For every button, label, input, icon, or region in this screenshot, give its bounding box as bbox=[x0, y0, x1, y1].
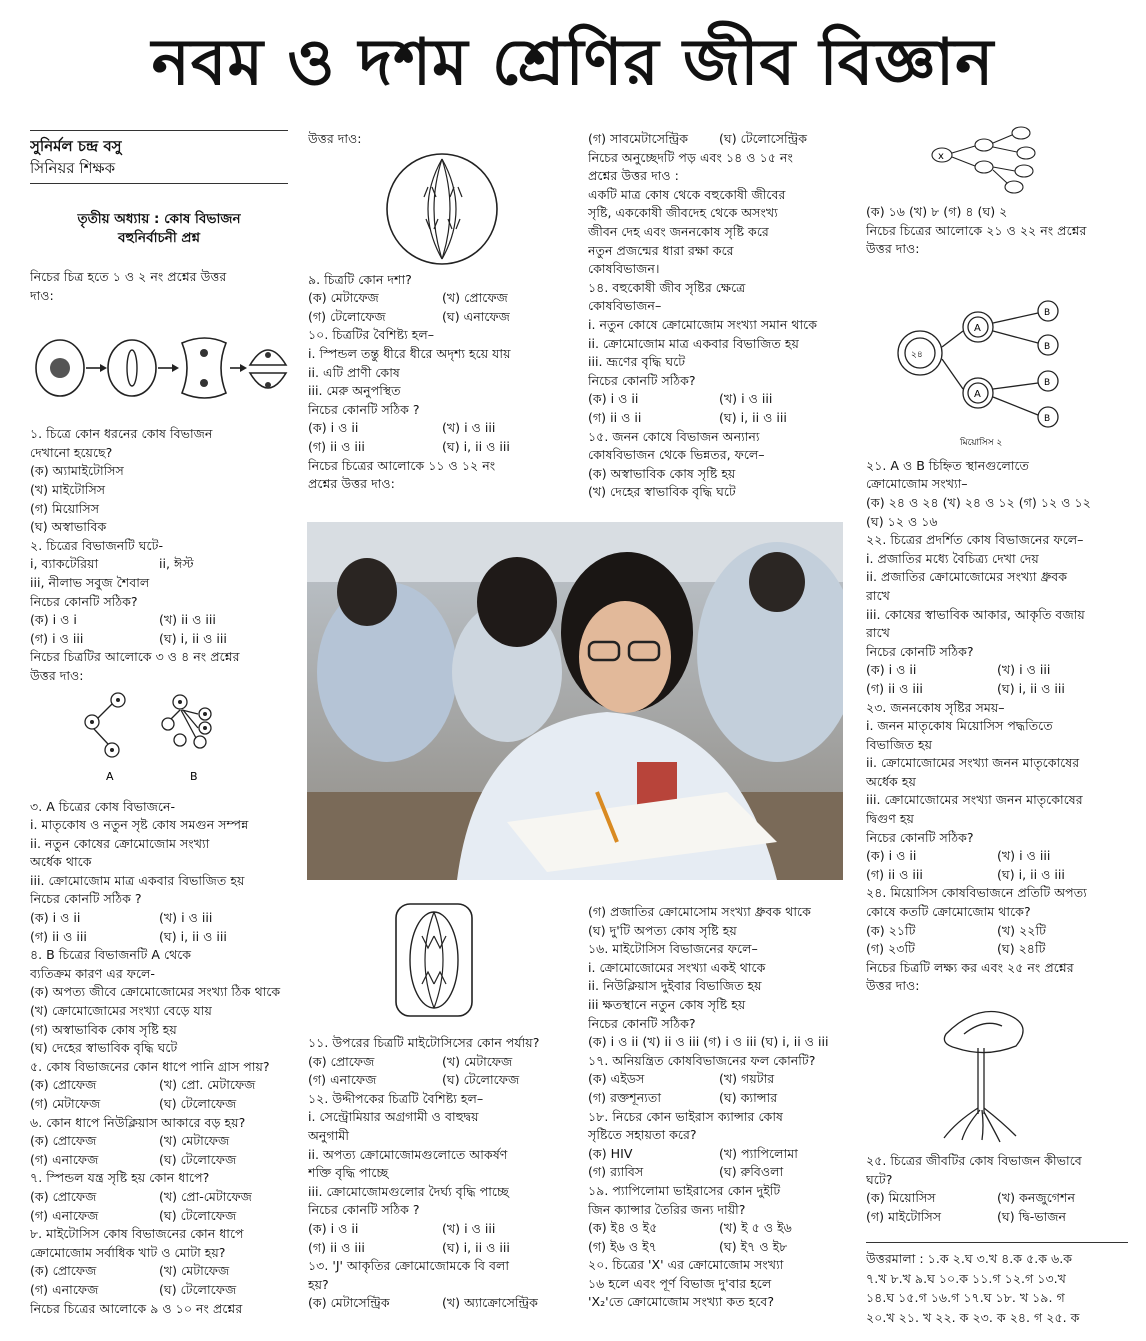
text-line: ৩. A চিত্রের কোষ বিভাজনে- bbox=[30, 798, 176, 814]
author-name: সুনির্মল চন্দ্র বসু bbox=[30, 137, 122, 155]
option-text: (ঘ) দ্বি-ভাজন bbox=[997, 1208, 1067, 1224]
text-line: সৃষ্টি, এককোষী জীবদেহ থেকে অসংখ্য bbox=[588, 205, 778, 221]
answer-key bbox=[866, 1242, 1128, 1327]
column-3-bottom bbox=[588, 903, 850, 1323]
text-line: ঘটে? bbox=[866, 1171, 893, 1187]
text-line: ৪. B চিত্রের বিভাজনটি A থেকে bbox=[30, 947, 192, 963]
option-text: (গ) ii ও iii bbox=[308, 1239, 365, 1255]
text-line: ii. ক্রোমোজোম মাত্র একবার বিভাজিত হয় bbox=[588, 335, 799, 351]
parent-cell-number: ২৪ bbox=[911, 349, 923, 360]
option-text: (গ) এনাফেজ bbox=[30, 1281, 99, 1297]
option-text: (ক) HIV bbox=[588, 1145, 633, 1161]
text-line: ১৪.ঘ ১৫.গ ১৬.গ ১৭.ঘ ১৮. খ ১৯. গ bbox=[866, 1290, 1065, 1306]
option-row bbox=[30, 630, 288, 649]
option-row bbox=[30, 1281, 288, 1300]
text-line: ১৮. নিচের কোন ভাইরাস ক্যান্সার কোষ bbox=[588, 1108, 783, 1124]
text-line: প্রশ্নের উত্তর দাও: bbox=[308, 476, 395, 492]
text-line: i. প্রজাতির মধ্যে বৈচিত্র্য দেখা দেয় bbox=[866, 550, 1039, 566]
option-text: (ঘ) i, ii ও iii bbox=[997, 866, 1065, 882]
text-line: কোষবিভাজন থেকে ভিন্নতর, ফলে– bbox=[588, 447, 765, 463]
option-text: (ঘ) রুবিওলা bbox=[719, 1164, 784, 1180]
option-row bbox=[588, 1145, 850, 1164]
label-b4: B bbox=[1044, 413, 1051, 424]
option-text: (ক) মেটাফেজ bbox=[308, 290, 379, 306]
option-text: (গ) ii ও iii bbox=[866, 680, 923, 696]
option-text: (খ) i ও iii bbox=[719, 391, 773, 407]
option-text: (গ) ii ও iii bbox=[308, 438, 365, 454]
option-row bbox=[588, 409, 850, 428]
option-text: (খ) i ও iii bbox=[997, 848, 1051, 864]
option-text: (গ) মেটাফেজ bbox=[30, 1096, 101, 1111]
text-line: ২২. চিত্রের প্রদর্শিত কোষ বিভাজনের ফলে– bbox=[866, 532, 1084, 548]
text-line: জীবন দেহ এবং জননকোষ সৃষ্টি করে bbox=[588, 223, 769, 239]
text-line: ii. নিউক্লিয়াস দুইবার বিভাজিত হয় bbox=[588, 978, 762, 994]
option-text: (ঘ) টেলোফেজ bbox=[442, 1072, 520, 1088]
text-line: শক্তি বৃদ্ধি পাচ্ছে bbox=[308, 1165, 389, 1181]
text-line: নিচের চিত্রের আলোকে ৯ ও ১০ নং প্রশ্নের bbox=[30, 1300, 243, 1316]
text-line: নিচের কোনটি সঠিক? bbox=[866, 643, 974, 659]
option-text: (ক) i ও ii bbox=[308, 1220, 359, 1236]
option-text: (গ) এনাফেজ bbox=[308, 1072, 377, 1088]
text-line: ২৫. চিত্রের জীবটির কোষ বিভাজন কীভাবে bbox=[866, 1153, 1082, 1168]
option-text: (গ) i ও iii bbox=[30, 630, 84, 646]
option-text: (খ) গয়টার bbox=[719, 1071, 775, 1087]
option-text: (খ) ই ৫ ও ই৬ bbox=[719, 1220, 792, 1236]
text-line: কোষবিভাজন– bbox=[588, 298, 662, 314]
text-line: i. স্পিন্ডল তন্তু ধীরে ধীরে অদৃশ্য হয়ে যায় bbox=[308, 345, 511, 361]
text-line: নিচের চিত্র হতে ১ ও ২ নং প্রশ্নের উত্তর bbox=[30, 269, 227, 284]
option-text: (গ) মাইটোসিস bbox=[866, 1208, 942, 1224]
option-text: (ক) এইডস bbox=[588, 1071, 645, 1087]
text-line: ব্যতিক্রম কারণ এর ফলে- bbox=[30, 965, 155, 981]
option-row bbox=[308, 308, 576, 327]
column-2-top bbox=[308, 130, 576, 520]
option-row bbox=[588, 390, 850, 409]
text-line: নিচের চিত্রটির আলোকে ৩ ও ৪ নং প্রশ্নের bbox=[30, 649, 240, 665]
option-text: (গ) টেলোফেজ bbox=[308, 308, 386, 324]
telophase-figure bbox=[308, 149, 576, 271]
option-text: (খ) প্যাপিলোমা bbox=[719, 1145, 798, 1161]
option-text: (ক) প্রোফেজ bbox=[30, 1077, 97, 1093]
option-row bbox=[308, 1053, 576, 1072]
author-role: সিনিয়র শিক্ষক bbox=[30, 159, 116, 177]
text-line: iii. ভ্রূণের বৃদ্ধি ঘটে bbox=[588, 354, 686, 370]
text-line: নতুন প্রজন্মের ধারা রক্ষা করে bbox=[588, 242, 734, 258]
option-text: (ক) মিয়োসিস bbox=[866, 1190, 936, 1206]
text-line: বিভাজিত হয় bbox=[866, 736, 933, 752]
text-line: i. নতুন কোষে ক্রোমোজোম সংখ্যা সমান থাকে bbox=[588, 316, 818, 332]
option-text: (ঘ) টেলোফেজ bbox=[159, 1281, 237, 1297]
text-line: iii. কোষের স্বাভাবিক আকার, আকৃতি বজায় bbox=[866, 606, 1085, 622]
col1-questions-b bbox=[30, 798, 288, 1319]
option-row bbox=[308, 419, 576, 438]
text-line: অনুগামী bbox=[308, 1127, 349, 1143]
col4-questions-b bbox=[866, 1152, 1128, 1226]
text-line: (ক) অস্বাভাবিক কোষ সৃষ্টি হয় bbox=[588, 465, 736, 481]
text-line: নিচের চিত্রটি লক্ষ্য কর এবং ২৫ নং প্রশ্নের bbox=[866, 959, 1074, 975]
text-line: নিচের কোনটি সঠিক ? bbox=[308, 1202, 420, 1218]
text-line: ৯. চিত্রটি কোন দশা? bbox=[308, 271, 412, 287]
organism-figure bbox=[866, 1004, 1128, 1144]
chapter-subtitle: বহুনির্বাচনী প্রশ্ন bbox=[118, 230, 200, 246]
option-text: (খ) i ও iii bbox=[997, 662, 1051, 678]
option-row bbox=[30, 1095, 288, 1114]
option-text: i, ব্যাকটেরিয়া bbox=[30, 556, 99, 572]
option-text: (খ) অ্যাক্রোসেন্ট্রিক bbox=[442, 1295, 538, 1311]
text-line: রাখে bbox=[866, 587, 890, 603]
option-text: (গ) ii ও ii bbox=[588, 409, 642, 425]
column-3-top bbox=[588, 130, 850, 520]
label-b1: B bbox=[1044, 307, 1051, 318]
text-line: ৫. কোষ বিভাজনের কোন ধাপে পানি গ্রাস পায়? bbox=[30, 1058, 270, 1074]
option-text: (ঘ) i, ii ও iii bbox=[442, 1239, 510, 1255]
option-text: (খ) ii ও iii bbox=[159, 612, 216, 628]
option-text: (খ) প্রো-মেটাফেজ bbox=[159, 1188, 252, 1204]
option-text: (ক) i ও i bbox=[30, 612, 77, 628]
text-line: উত্তর দাও: bbox=[866, 241, 920, 257]
option-text: (গ) ২৩টি bbox=[866, 941, 915, 957]
option-text: (ঘ) i, ii ও iii bbox=[159, 928, 227, 944]
text-line: i. সেন্ট্রোমিয়ার অগ্রগামী ও বাহুদ্বয় bbox=[308, 1109, 479, 1125]
text-line: নিচের চিত্রের আলোকে ২১ ও ২২ নং প্রশ্নের bbox=[866, 222, 1087, 238]
text-line: (ক) অপত্য জীবে ক্রোমোজোমের সংখ্যা ঠিক থাকে bbox=[30, 984, 281, 1000]
option-row bbox=[308, 1220, 576, 1239]
option-row bbox=[308, 438, 576, 457]
option-text: ii, ঈস্ট bbox=[159, 556, 194, 572]
option-text: (ক) মেটাসেন্ট্রিক bbox=[308, 1295, 390, 1311]
text-line: ১৬ হলে এবং পূর্ণ বিভাজ দু'বার হলে bbox=[588, 1275, 772, 1291]
option-row bbox=[866, 940, 1128, 959]
answer-prompt: উত্তর দাও: bbox=[308, 131, 362, 146]
anaphase-figure bbox=[308, 900, 576, 1030]
text-line: (গ) অস্বাভাবিক কোষ সৃষ্টি হয় bbox=[30, 1021, 177, 1037]
text-line: ১৭. অনিয়ন্ত্রিত কোষবিভাজনের ফল কোনটি? bbox=[588, 1052, 816, 1068]
text-line: (ক) i ও ii (খ) ii ও iii (গ) i ও iii (ঘ) i, ii ও iii bbox=[588, 1034, 829, 1050]
text-line: i. ক্রোমোজোমের সংখ্যা একই থাকে bbox=[588, 959, 766, 975]
text-line: নিচের কোনটি সঠিক? bbox=[866, 829, 974, 845]
option-text: (ঘ) ২৪টি bbox=[997, 941, 1046, 957]
text-line: কোষে কতটি ক্রোমোজোম থাকে? bbox=[866, 904, 1031, 920]
text-line: ১৪. বহুকোষী জীব সৃষ্টির ক্ষেত্রে bbox=[588, 279, 746, 295]
option-text: (ক) i ও ii bbox=[588, 391, 639, 407]
option-text: (ঘ) টেলোফেজ bbox=[159, 1151, 237, 1167]
text-line: iii. ক্রোমোজোম মাত্র একবার বিভাজিত হয় bbox=[30, 872, 245, 888]
option-row bbox=[308, 1239, 576, 1258]
option-row bbox=[30, 1151, 288, 1170]
text-line: ১৫. জনন কোষে বিভাজন অন্যান্য bbox=[588, 428, 760, 444]
text-line: i. মাতৃকোষ ও নতুন সৃষ্ট কোষ সমগুন সম্পন্ন bbox=[30, 817, 249, 833]
text-line: দ্বিগুণ হয় bbox=[866, 811, 914, 827]
option-text: (ঘ) এনাফেজ bbox=[442, 308, 510, 324]
text-line: প্রশ্নের উত্তর দাও : bbox=[588, 168, 679, 184]
text-line: রাখে bbox=[866, 625, 890, 641]
option-text: (ঘ) টেলোসেন্ট্রিক bbox=[719, 131, 808, 146]
text-line: (খ) মাইটোসিস bbox=[30, 481, 106, 497]
option-row bbox=[30, 555, 288, 574]
text-line: (ক) অ্যামাইটোসিস bbox=[30, 463, 124, 479]
text-line: iii. মেরু অনুপস্থিত bbox=[308, 383, 401, 399]
text-line: ৬. কোন ধাপে নিউক্লিয়াস আকারে বড় হয়? bbox=[30, 1114, 246, 1130]
text-line: ২১. A ও B চিহ্নিত স্থানগুলোতে bbox=[866, 457, 1030, 473]
amitosis-figure bbox=[30, 313, 288, 423]
meiosis-figure bbox=[866, 261, 1128, 451]
option-text: (ক) i ও ii bbox=[866, 662, 917, 678]
text-line: নিচের কোনটি সঠিক ? bbox=[308, 401, 420, 417]
option-row bbox=[866, 680, 1128, 699]
text-line: (খ) ক্রোমোজোমের সংখ্যা বেড়ে যায় bbox=[30, 1003, 212, 1019]
col3-questions-b bbox=[588, 903, 850, 1312]
option-row bbox=[866, 661, 1128, 680]
text-line: ক্রোমোজোম সর্বাধিক খাট ও মোটা হয়? bbox=[30, 1244, 226, 1260]
option-text: (খ) কনজুগেশন bbox=[997, 1190, 1075, 1206]
text-line: জিন ক্যান্সার তৈরির জন্য দায়ী? bbox=[588, 1201, 746, 1217]
text-line: ১২. উদ্দীপকের চিত্রটি বৈশিষ্ট্য হল– bbox=[308, 1090, 484, 1106]
text-line: ১৩. 'J' আকৃতির ক্রোমোজোমকে বি বলা bbox=[308, 1258, 509, 1274]
text-line: (গ) মিয়োসিস bbox=[30, 500, 100, 516]
option-text: (ক) ই৪ ও ই৫ bbox=[588, 1220, 658, 1236]
text-line: ৭. স্পিন্ডল যন্ত্র সৃষ্টি হয় কোন ধাপে? bbox=[30, 1170, 210, 1186]
option-text: (ক) i ও ii bbox=[30, 910, 81, 926]
text-line: সৃষ্টিতে সহায়তা করে? bbox=[588, 1127, 697, 1143]
col2-questions-b bbox=[308, 1034, 576, 1313]
text-line: (ঘ) ১২ ও ১৬ bbox=[866, 513, 938, 529]
text-line: ১১. উপরের চিত্রটি মাইটোসিসের কোন পর্যায়? bbox=[308, 1035, 540, 1050]
text-line: iii. ক্রোমোজোমগুলোর দৈর্ঘ্য বৃদ্ধি পাচ্ছে bbox=[308, 1183, 509, 1199]
text-line: ২০. চিত্রের 'X' এর ক্রোমোজোম সংখ্যা bbox=[588, 1257, 784, 1273]
text-line: (ঘ) অস্বাভাবিক bbox=[30, 519, 107, 535]
label-b2: B bbox=[1044, 341, 1051, 352]
option-row bbox=[308, 1294, 576, 1313]
option-text: (খ) ২২টি bbox=[997, 922, 1046, 938]
col1-questions-a bbox=[30, 425, 288, 685]
text-line: অর্ধেক হয় bbox=[866, 773, 916, 789]
option-row bbox=[588, 1089, 850, 1108]
option-text: (খ) i ও iii bbox=[442, 420, 496, 436]
text-line: দাও: bbox=[30, 287, 54, 303]
option-row bbox=[588, 1070, 850, 1089]
option-text: (গ) এনাফেজ bbox=[30, 1207, 99, 1223]
option-text: (ঘ) টেলোফেজ bbox=[159, 1096, 237, 1111]
option-row bbox=[588, 130, 850, 149]
option-text: (গ) ই৬ ও ই৭ bbox=[588, 1238, 657, 1254]
option-row bbox=[866, 1208, 1128, 1227]
text-line: ২০.খ ২১. খ ২২. ক ২৩. ক ২৪. গ ২৫. ক bbox=[866, 1309, 1080, 1325]
option-row bbox=[866, 866, 1128, 885]
option-row bbox=[866, 847, 1128, 866]
option-text: (খ) মেটাফেজ bbox=[159, 1263, 230, 1279]
option-row bbox=[308, 1071, 576, 1090]
col4-intro bbox=[866, 203, 1128, 259]
text-line: নিচের কোনটি সঠিক ? bbox=[30, 891, 142, 907]
text-line: ii. এটি প্রাণী কোষ bbox=[308, 364, 400, 380]
text-line: নিচের অনুচ্ছেদটি পড় এবং ১৪ ও ১৫ নং bbox=[588, 149, 793, 165]
text-line: (ঘ) দেহের স্বাভাবিক বৃদ্ধি ঘটে bbox=[30, 1040, 178, 1056]
option-text: (গ) সাবমেটাসেন্ট্রিক bbox=[588, 131, 689, 146]
option-text: (খ) i ও iii bbox=[159, 910, 213, 926]
text-line: (ঘ) দু'টি অপত্য কোষ সৃষ্টি হয় bbox=[588, 922, 737, 938]
text-line: 'X₂'তে ক্রোমোজোম সংখ্যা কত হবে? bbox=[588, 1294, 775, 1310]
option-row bbox=[588, 1163, 850, 1182]
option-row bbox=[30, 928, 288, 947]
text-line: ১০. চিত্রটির বৈশিষ্ট্য হল– bbox=[308, 327, 435, 343]
text-line: উত্তর দাও: bbox=[30, 667, 84, 683]
option-text: (গ) এনাফেজ bbox=[30, 1151, 99, 1167]
students-photo bbox=[307, 522, 843, 880]
figure-label-b: B bbox=[190, 769, 198, 783]
text-line: (খ) দেহের স্বাভাবিক বৃদ্ধি ঘটে bbox=[588, 484, 736, 500]
text-line: ক্রোমোজোম সংখ্যা– bbox=[866, 476, 968, 492]
text-line: ৭.খ ৮.খ ৯.ঘ ১০.ক ১১.গ ১২.গ ১৩.খ bbox=[866, 1270, 1066, 1286]
option-text: (গ) রক্তশূন্যতা bbox=[588, 1089, 661, 1105]
x-cell-label: x bbox=[938, 151, 944, 162]
option-text: (খ) প্রো. মেটাফেজ bbox=[159, 1077, 256, 1093]
option-text: (ঘ) ক্যান্সার bbox=[719, 1089, 778, 1105]
text-line: ii. নতুন কোষের ক্রোমোজোম সংখ্যা bbox=[30, 835, 210, 851]
option-text: (ক) i ও ii bbox=[866, 848, 917, 864]
text-line: iii. ক্রোমোজোমের সংখ্যা জনন মাতৃকোষের bbox=[866, 792, 1083, 808]
meiosis-label: মিয়োসিস ২ bbox=[960, 437, 1003, 448]
option-text: (ঘ) i, ii ও iii bbox=[997, 680, 1065, 696]
col2-questions-a bbox=[308, 271, 576, 494]
option-row bbox=[30, 1132, 288, 1151]
text-line: i. জনন মাতৃকোষ মিয়োসিস পদ্ধতিতে bbox=[866, 718, 1053, 734]
option-text: (খ) মেটাফেজ bbox=[159, 1133, 230, 1149]
option-row bbox=[866, 922, 1128, 941]
label-a2: A bbox=[974, 388, 981, 400]
text-line: ১৬. মাইটোসিস বিভাজনের ফলে– bbox=[588, 941, 758, 957]
option-row bbox=[30, 909, 288, 928]
text-line: দেখানো হয়েছে? bbox=[30, 444, 113, 460]
option-text: (ক) প্রোফেজ bbox=[30, 1133, 97, 1149]
option-row bbox=[30, 611, 288, 630]
text-line: একটি মাত্র কোষ থেকে বহুকোষী জীবের bbox=[588, 186, 786, 202]
text-line: (ক) ২৪ ও ২৪ (খ) ২৪ ও ১২ (গ) ১২ ও ১২ bbox=[866, 494, 1091, 510]
option-text: (ঘ) টেলোফেজ bbox=[159, 1207, 237, 1223]
text-line: ii. অপত্য ক্রোমোজোমগুলোতে আকর্ষণ bbox=[308, 1146, 508, 1162]
text-line: (ক) ১৬ (খ) ৮ (গ) ৪ (ঘ) ২ bbox=[866, 204, 1008, 219]
option-text: (ক) i ও ii bbox=[308, 420, 359, 436]
option-row bbox=[866, 1189, 1128, 1208]
division-ab-figure bbox=[30, 692, 288, 792]
text-line: ১৯. প্যাপিলোমা ভাইরাসের কোন দুইটি bbox=[588, 1182, 781, 1198]
option-text: (ঘ) i, ii ও iii bbox=[719, 409, 787, 425]
text-line: হয়? bbox=[308, 1276, 329, 1292]
text-line: নিচের চিত্রের আলোকে ১১ ও ১২ নং bbox=[308, 457, 496, 473]
figure-label-a: A bbox=[106, 769, 114, 783]
text-line: কোষবিভাজন। bbox=[588, 261, 660, 277]
text-line: ১. চিত্রে কোন ধরনের কোষ বিভাজন bbox=[30, 426, 213, 442]
text-line: উত্তর দাও: bbox=[866, 978, 920, 994]
option-text: (ঘ) ই৭ ও ই৮ bbox=[719, 1238, 788, 1254]
text-line: iii ক্ষতস্থানে নতুন কোষ সৃষ্টি হয় bbox=[588, 996, 746, 1012]
option-text: (ঘ) i, ii ও iii bbox=[442, 438, 510, 454]
text-line: ৮. মাইটোসিস কোষ বিভাজনের কোন ধাপে bbox=[30, 1226, 244, 1242]
option-text: (গ) ii ও iii bbox=[866, 866, 923, 882]
text-line: ii. প্রজাতির ক্রোমোজোমের সংখ্যা ধ্রুবক bbox=[866, 569, 1068, 585]
option-text: (গ) র‍্যাবিস bbox=[588, 1164, 644, 1180]
option-text: (খ) মেটাফেজ bbox=[442, 1053, 513, 1069]
option-text: (ঘ) i, ii ও iii bbox=[159, 630, 227, 646]
text-line: ii. ক্রোমোজোমের সংখ্যা জনন মাতৃকোষের bbox=[866, 755, 1080, 771]
option-row bbox=[30, 1262, 288, 1281]
text-line: ২৩. জননকোষ সৃষ্টির সময়– bbox=[866, 699, 1005, 715]
option-text: (গ) ii ও iii bbox=[30, 928, 87, 944]
option-text: (ক) প্রোফেজ bbox=[30, 1263, 97, 1279]
text-line: ২৪. মিয়োসিস কোষবিভাজনে প্রতিটি অপত্য bbox=[866, 885, 1087, 901]
text-line: অর্ধেক থাকে bbox=[30, 854, 92, 870]
text-line: উত্তরমালা : ১.ক ২.ঘ ৩.খ ৪.ক ৫.ক ৬.ক bbox=[866, 1251, 1073, 1267]
option-row bbox=[30, 1188, 288, 1207]
option-text: (ক) ২১টি bbox=[866, 922, 916, 938]
option-text: (ক) প্রোফেজ bbox=[30, 1188, 97, 1204]
text-line: ২. চিত্রের বিভাজনটি ঘটে- bbox=[30, 537, 163, 553]
chapter-title: তৃতীয় অধ্যায় : কোষ বিভাজন bbox=[77, 211, 241, 227]
text-line: নিচের কোনটি সঠিক? bbox=[588, 372, 696, 388]
option-row bbox=[588, 1219, 850, 1238]
col1-intro bbox=[30, 268, 288, 305]
text-line: (গ) প্রজাতির ক্রোমোসোম সংখ্যা ধ্রুবক থাকে bbox=[588, 904, 811, 919]
option-row bbox=[308, 289, 576, 308]
x-division-figure bbox=[866, 125, 1128, 203]
text-line: নিচের কোনটি সঠিক? bbox=[588, 1015, 696, 1031]
option-text: (ক) প্রোফেজ bbox=[308, 1053, 375, 1069]
option-row bbox=[30, 1076, 288, 1095]
column-2-bottom bbox=[308, 900, 576, 1340]
page-title: নবম ও দশম শ্রেণির জীব বিজ্ঞান bbox=[151, 26, 995, 100]
text-line: নিচের কোনটি সঠিক? bbox=[30, 593, 138, 609]
col4-questions-a bbox=[866, 457, 1128, 996]
column-4 bbox=[866, 125, 1128, 1340]
option-row bbox=[30, 1207, 288, 1226]
col3-questions-a bbox=[588, 130, 850, 502]
text-line: iii, নীলাভ সবুজ শৈবাল bbox=[30, 574, 150, 590]
label-a1: A bbox=[974, 322, 981, 334]
option-text: (খ) i ও iii bbox=[442, 1220, 496, 1236]
option-text: (খ) প্রোফেজ bbox=[442, 290, 508, 306]
option-row bbox=[588, 1238, 850, 1257]
column-1 bbox=[30, 130, 288, 1340]
author-box bbox=[30, 130, 288, 184]
label-b3: B bbox=[1044, 377, 1051, 388]
